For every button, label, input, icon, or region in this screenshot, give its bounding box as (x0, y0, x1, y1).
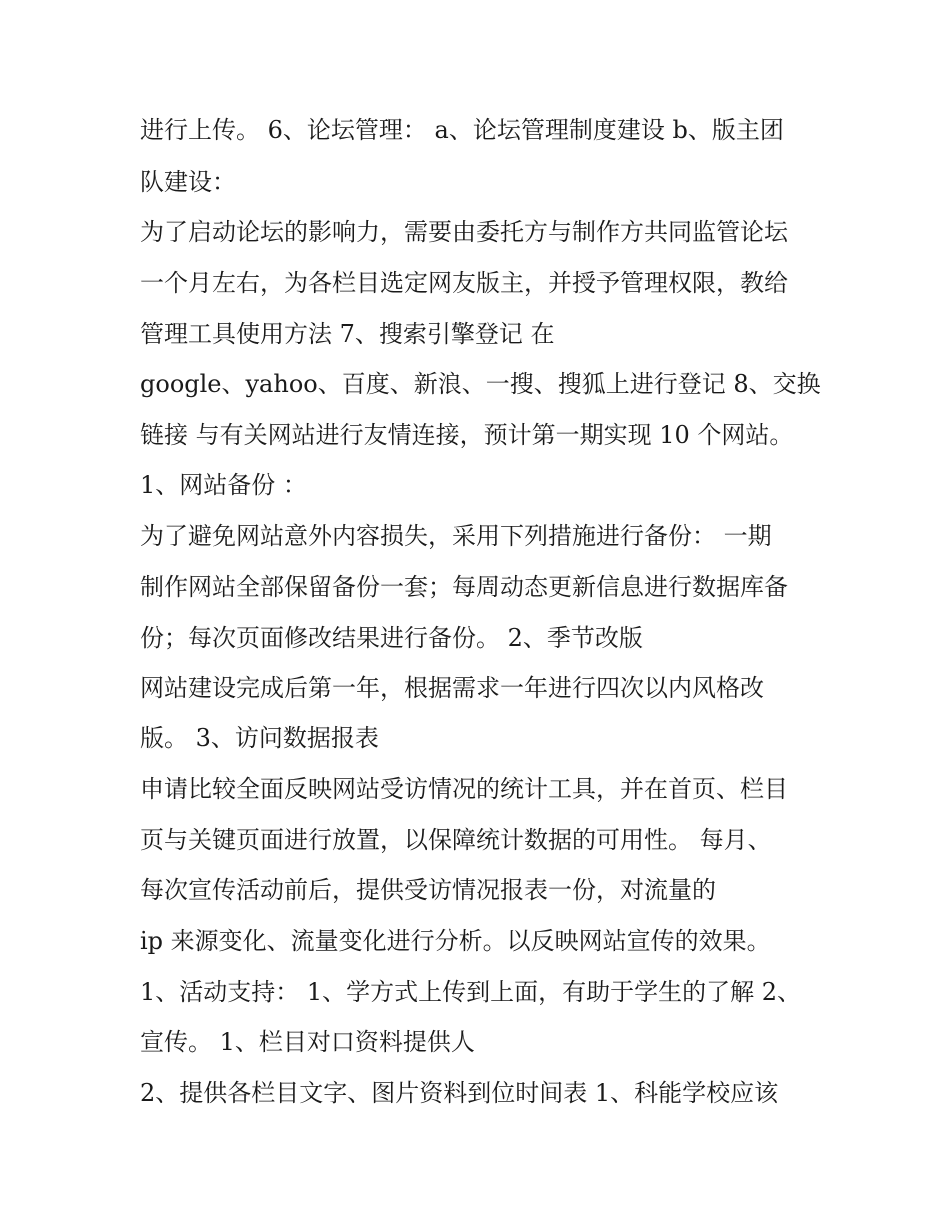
text-line: 队建设： (140, 168, 236, 196)
text-line: 网站建设完成后第一年，根据需求一年进行四次以内风格改 (140, 674, 764, 702)
text-line: 申请比较全面反映网站受访情况的统计工具，并在首页、栏目 (140, 775, 788, 803)
text-line: 份；每次页面修改结果进行备份。 2、季节改版 (140, 624, 643, 652)
text-line: 每次宣传活动前后，提供受访情况报表一份，对流量的 (140, 876, 716, 904)
text-line: 一个月左右，为各栏目选定网友版主，并授予管理权限，教给 (140, 269, 788, 297)
text-line: 链接 与有关网站进行友情连接，预计第一期实现 10 个网站。 (140, 421, 794, 449)
text-line: 2、提供各栏目文字、图片资料到位时间表 1、科能学校应该 (140, 1079, 779, 1107)
text-line: 制作网站全部保留备份一套；每周动态更新信息进行数据库备 (140, 573, 788, 601)
text-line: 为了避免网站意外内容损失，采用下列措施进行备份： 一期 (140, 522, 772, 550)
text-line: 1、活动支持： 1、学方式上传到上面，有助于学生的了解 2、 (140, 978, 802, 1006)
text-line: 为了启动论坛的影响力，需要由委托方与制作方共同监管论坛 (140, 218, 788, 246)
text-line: 进行上传。 6、论坛管理： a、论坛管理制度建设 b、版主团 (140, 116, 784, 144)
text-line: 宣传。 1、栏目对口资料提供人 (140, 1028, 475, 1056)
text-line: google、yahoo、百度、新浪、一搜、搜狐上进行登记 8、交换 (140, 370, 821, 398)
text-line: 1、网站备份 ： (140, 471, 307, 499)
text-line: ip 来源变化、流量变化进行分析。以反映网站宣传的效果。 (140, 927, 771, 955)
text-line: 页与关键页面进行放置，以保障统计数据的可用性。 每月、 (140, 826, 772, 854)
text-line: 版。 3、访问数据报表 (140, 724, 379, 752)
text-line: 管理工具使用方法 7、搜索引擎登记 在 (140, 320, 555, 348)
